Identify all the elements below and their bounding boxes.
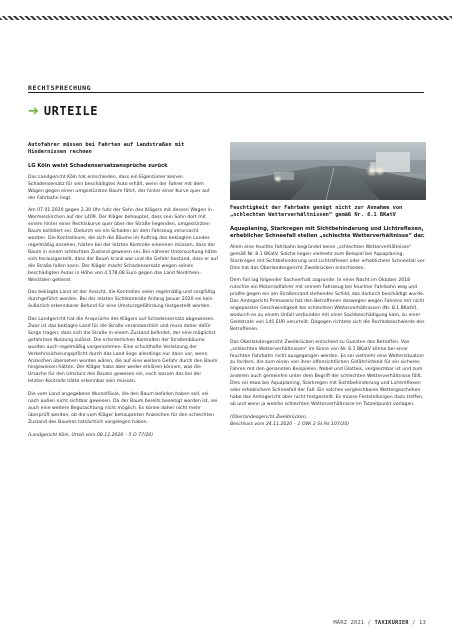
- left-article-subhead: LG Köln weist Schadensersatzansprüche zurück: [28, 162, 168, 169]
- left-citation: (Landgericht Köln, Urteil vom 08.12.2020 – 5 O 77/20): [28, 432, 154, 438]
- right-citation-line: Beschluss vom 24.11.2020 – 1 OWi 2 Ss Rs 107/20): [230, 421, 350, 427]
- right-article: [230, 205, 426, 429]
- right-paragraph: Allein eine feuchte Fahrbahn begründet keine „schlechten Wetterverhältnisse“ gemäß Nr. 8.1 BKatV. Solche liegen vielmehr zum Beispiel bei Aquaplaning, Starkregen mit Sichtbehinderung und Lichtreflexen oder erheblichem Schneefall vor. Dies hat das Oberlandesgericht Zweibrücken entschieden.: [230, 244, 426, 271]
- left-paragraph: Das Landgericht Köln hat entschieden, dass ein Eigentümer keinen Schadensersatz für sein beschädigtes Auto erhält, wenn der Fahrer mit dem Wagen gegen einen umgestürzten Baum fährt, der hinter einer Kurve quer auf der Fahrbahn liegt.: [28, 174, 210, 201]
- footer-separator: /: [367, 620, 375, 626]
- road-rain-photo: [230, 142, 426, 200]
- header-bar: [0, 0, 452, 58]
- right-citation-line: (Oberlandesgericht Zweibrücken,: [230, 414, 308, 420]
- arrow-right-icon: ➔: [28, 103, 39, 119]
- footer-brand: TAXIKURIER: [374, 620, 409, 626]
- right-paragraph: Das Oberlandesgericht Zweibrücken entschied zu Gunsten des Betroffen. Von „schlechten Wetterverhältnissen“ im Sinne von Nr. 8.1 BKatV könne bei einer feuchten Fahrbahn nicht ausgegangen werden. Es sei vielmehr eine Wettersituation zu fordern, die zum einen von ihrer offensichtlichen Gefährlichkeit für ein sicheres Fahren mit den genannten Beispielen, Nebel und Glatteis, vergleichbar ist und zum anderen auch gemeinhin unter dem Begriff der schlechten Wetterverhältnisse fällt. Dies sei etwa bei Aquaplaning, Starkregen mit Sichtbehinderung und Lichtreflexen oder erheblichem Schneefall der Fall. Ein solches vergleichbares Wettergeschehen habe das Amtsgericht aber nicht festgestellt. Es müsse Feststellungen dazu treffen, ob und wenn ja welche schlechten Wetterverhältnisse im Tatzeitpunkt vorlagen.: [230, 339, 424, 407]
- right-paragraph: Dem Fall lag folgender Sachverhalt zugrunde: In einer Nacht im Oktober 2018 rutschte ein Motorradfahrer mit seinem Fahrzeug bei feuchter Fahrbahn weg und prallte gegen ein am Straßenrand stehendes Schild, das dadurch beschädigt wurde. Das Amtsgericht Primasens hat den Betroffenen deswegen wegen Fahrens mit nicht angepasster Geschwindigkeit bei schlechten Wetterverhältnissen (Nr. 8.1 BKatV), wodurch es zu einem Unfall verbunden mit einer Sachbeschädigung kam, zu einer Geldstrafe von 145 EUR verurteilt. Dagegen richtete sich die Rechtsbeschwerde des Betroffenen.: [230, 278, 425, 332]
- footer-page-number: 13: [419, 620, 426, 626]
- title-row: [28, 104, 98, 118]
- right-article-headline: Feuchtigkeit der Fahrbahn genügt nicht zur Annahme von „schlechten Wetterverhältnissen“ gemäß Nr. 8.1 BKatV: [230, 205, 403, 219]
- left-paragraph: Das Landgericht hat die Ansprüche des Klägers auf Schadensersatz abgewiesen. Zwar ist das beklagte Land für die Straße verantwortlich und muss daher dafür Sorge tragen, dass sich die Straße in einem Zustand befindet, der eine möglichst gefahrlose Nutzung zulässt. Die erforderlichen Kontrollen der Straßenbäume wurden auch regelmäßig vorgenommen. Eine schuldhafte Verletzung der Verkehrssicherungspflicht durch das Land liege allerdings nur dann vor, wenn Anzeichen übersehen worden wären, die auf eine weitere Gefahr durch den Baum hingewiesen hätten. Der Kläger habe aber weder erklären können, was die Ursache für den Umsturz des Baums gewesen sei, noch warum das bei der letzten Kontrolle hätte erkennbar sein müssen.: [28, 317, 218, 385]
- section-label: RECHTSPRECHUNG: [28, 84, 92, 92]
- right-citation: [230, 415, 426, 429]
- header-stripe: [0, 16, 452, 20]
- page-title: URTEILE: [43, 104, 98, 118]
- left-paragraph: Am 07.01.2020 gegen 2.30 Uhr fuhr der Sohn des Klägers mit dessen Wagen in Wermelskirchen auf der L409. Der Kläger behauptet, dass sein Sohn dort mit einem hinter einer Rechtskurve quer über der Straße liegenden, umgestürzten Baum kollidiert sei. Dadurch sei ein Schaden an dem Fahrzeug verursacht worden. Die Kontrolleure, die sich die Bäume im Auftrag des beklagten Landes regelmäßig ansehen, hätten bei der letzten Kontrolle erkennen müssen, dass der Baum in einem schlechten Zustand gewesen sei. Bei näherer Untersuchung hätte sich herausgestellt, dass der Baum krank war und die Gefahr bestand, dass er auf die Straße fallen kann. Der Kläger macht Schadensersatz wegen seines beschädigten Autos in Höhe von 4.578,08 Euro gegen das Land Nordrhein-Westfalen geltend.: [28, 208, 218, 283]
- right-article-subhead: Aquaplaning, Starkregen mit Sichtbehinderung und Lichtreflexen, erheblicher Schneefall stellen „schlechte Wetterverhältnisse“ dar.: [230, 225, 425, 239]
- left-paragraph: Die vom Land angegebene Wurzelfäule, die den Baum befallen haben soll, sei nach außen nicht sichtbar gewesen. Da der Baum bereits beseitigt worden ist, sei auch eine weitere Begutachtung nicht möglich. Es könne daher nicht mehr überprüft werden, ob die vom Kläger behaupteten Anzeichen für den schlechten Zustand des Baumes tatsächlich vorgelegen haben.: [28, 392, 218, 425]
- left-article-headline: Autofahrer müssen bei Fahrten auf Landstraßen mit Hindernissen rechnen: [28, 142, 185, 156]
- footer-separator: /: [412, 620, 420, 626]
- page-footer: [334, 620, 427, 626]
- left-article: [28, 142, 218, 440]
- footer-issue: MÄRZ 2021: [333, 620, 365, 626]
- left-paragraph: Das beklagte Land ist der Ansicht, die Kontrollen seien regelmäßig und sorgfältig durchgeführt worden. Bei der letzten Sichtkontrolle Anfang Januar 2020 sei kein äußerlich erkennbarer Befund für eine Umsturzgefährdung festgestellt worden.: [28, 290, 216, 310]
- section-divider: [28, 92, 424, 93]
